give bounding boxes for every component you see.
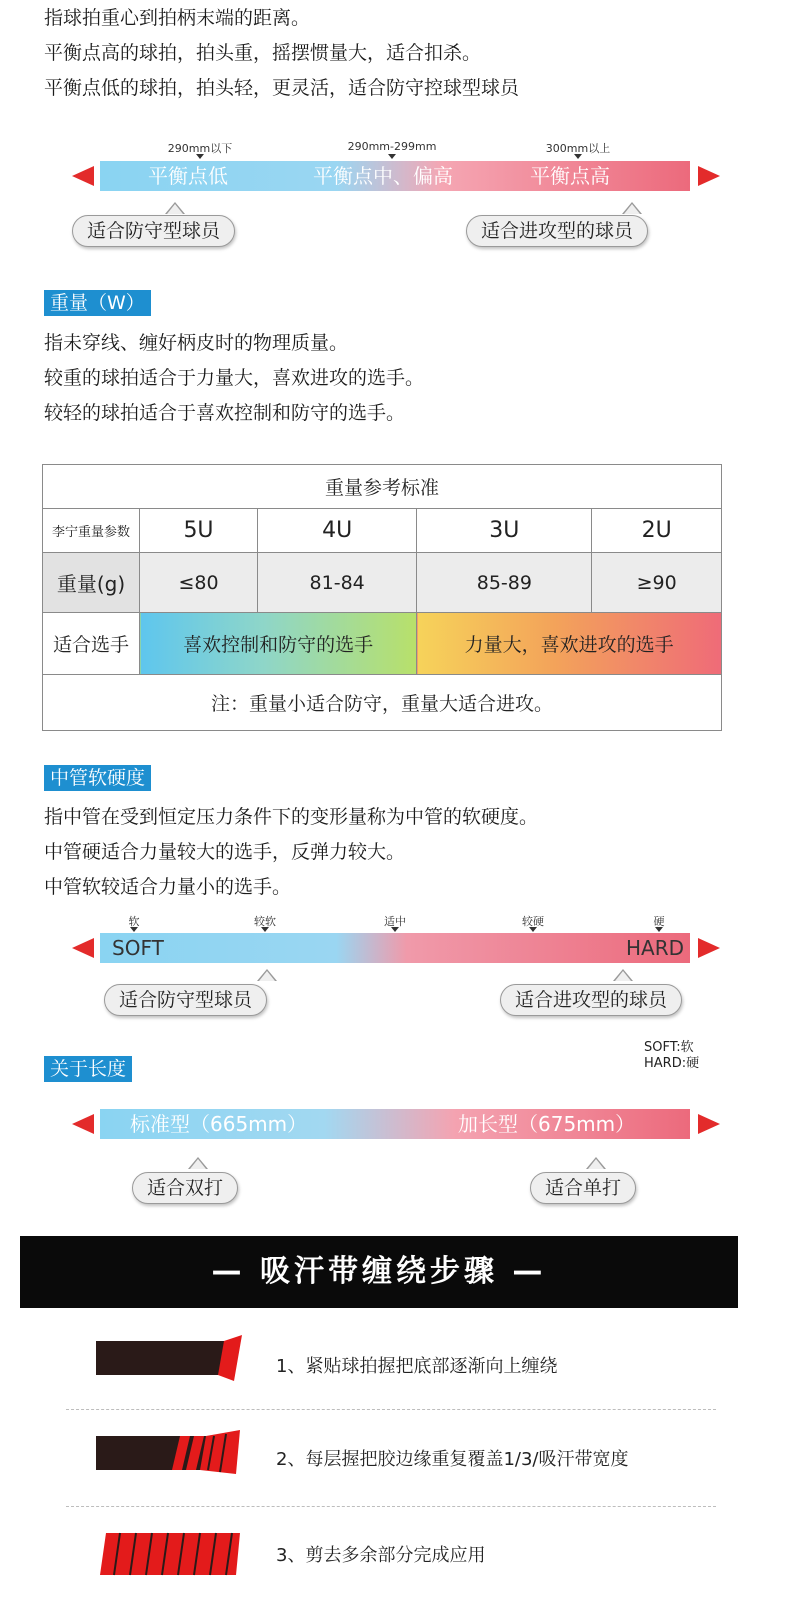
tick-marker-icon <box>655 927 663 932</box>
balance-scale-bar <box>100 161 690 191</box>
weight-line-2: 较重的球拍适合于力量大，喜欢进攻的选手。 <box>44 367 425 389</box>
step-divider <box>66 1506 716 1507</box>
weight-table-note: 注：重量小适合防守，重量大适合进攻。 <box>43 675 722 731</box>
balance-high-label: 平衡点高 <box>530 164 610 188</box>
pointer-icon <box>613 969 633 981</box>
shaft-hard-label: HARD <box>625 936 684 960</box>
weight-section-tag: 重量（W） <box>44 290 151 316</box>
balance-line-3: 平衡点低的球拍，拍头轻，更灵活，适合防守控球型球员 <box>44 77 520 99</box>
balance-tick-low: 290mm以下 <box>167 142 233 155</box>
length-standard-label: 标准型（665mm） <box>130 1112 308 1136</box>
shaft-bubble-defense: 适合防守型球员 <box>104 984 267 1016</box>
shaft-section-tag: 中管软硬度 <box>44 765 151 791</box>
grade-5u: 5U <box>140 509 258 553</box>
shaft-tick-soft: 软 <box>128 915 140 928</box>
step-2-text: 2、每层握把胶边缘重复覆盖1/3/吸汗带宽度 <box>276 1449 629 1470</box>
shaft-legend-soft: SOFT:软 <box>644 1040 694 1055</box>
weight-5u: ≤80 <box>140 553 258 613</box>
arrow-right-icon <box>698 938 720 958</box>
arrow-left-icon <box>72 1114 94 1134</box>
balance-line-1: 指球拍重心到拍柄末端的距离。 <box>44 7 311 29</box>
weight-row-mass-label: 重量(g) <box>43 553 140 613</box>
shaft-tick-stiffish: 较硬 <box>522 915 544 928</box>
tick-marker-icon <box>574 154 582 159</box>
tick-marker-icon <box>391 927 399 932</box>
balance-tick-high: 300mm以上 <box>545 142 611 155</box>
shaft-line-2: 中管硬适合力量较大的选手，反弹力较大。 <box>44 841 406 863</box>
length-bubble-singles: 适合单打 <box>530 1172 636 1204</box>
tick-marker-icon <box>261 927 269 932</box>
tick-marker-icon <box>130 927 138 932</box>
grip-step-2-illustration <box>96 1428 246 1478</box>
step-3-text: 3、剪去多余部分完成应用 <box>276 1545 486 1566</box>
length-scale-bar <box>100 1109 690 1139</box>
weight-reference-table <box>42 464 722 731</box>
shaft-scale-bar <box>100 933 690 963</box>
suit-attack-cell: 力量大，喜欢进攻的选手 <box>417 613 722 675</box>
weight-row-grade-label: 李宁重量参数 <box>43 509 140 553</box>
shaft-tick-softish: 较软 <box>254 915 276 928</box>
step-1-text: 1、紧贴球拍握把底部逐渐向上缠绕 <box>276 1356 558 1377</box>
shaft-line-1: 指中管在受到恒定压力条件下的变形量称为中管的软硬度。 <box>44 806 539 828</box>
pointer-icon <box>257 969 277 981</box>
shaft-soft-label: SOFT <box>112 936 164 960</box>
pointer-icon <box>622 202 642 214</box>
shaft-tick-stiff: 硬 <box>653 915 665 928</box>
grip-step-3-illustration <box>90 1527 250 1577</box>
weight-row-suit-label: 适合选手 <box>43 613 140 675</box>
pointer-icon <box>165 202 185 214</box>
arrow-left-icon <box>72 938 94 958</box>
pointer-icon <box>188 1157 208 1169</box>
length-extended-label: 加长型（675mm） <box>458 1112 636 1136</box>
pointer-icon <box>586 1157 606 1169</box>
length-bubble-doubles: 适合双打 <box>132 1172 238 1204</box>
balance-line-2: 平衡点高的球拍，拍头重，摇摆惯量大，适合扣杀。 <box>44 42 482 64</box>
balance-bubble-defense: 适合防守型球员 <box>72 215 235 247</box>
weight-4u: 81-84 <box>257 553 416 613</box>
tick-marker-icon <box>529 927 537 932</box>
arrow-right-icon <box>698 1114 720 1134</box>
tick-marker-icon <box>196 154 204 159</box>
suit-defense-cell: 喜欢控制和防守的选手 <box>140 613 417 675</box>
weight-table-title: 重量参考标准 <box>43 465 722 509</box>
steps-banner-title: — 吸汗带缠绕步骤 — <box>20 1236 738 1308</box>
shaft-bubble-attack: 适合进攻型的球员 <box>500 984 682 1016</box>
length-section-tag: 关于长度 <box>44 1056 132 1082</box>
balance-bubble-attack: 适合进攻型的球员 <box>466 215 648 247</box>
weight-line-3: 较轻的球拍适合于喜欢控制和防守的选手。 <box>44 402 406 424</box>
balance-tick-mid: 290mm-299mm <box>347 140 437 153</box>
arrow-right-icon <box>698 166 720 186</box>
balance-low-label: 平衡点低 <box>148 164 228 188</box>
arrow-left-icon <box>72 166 94 186</box>
grip-step-1-illustration <box>96 1335 246 1381</box>
weight-2u: ≥90 <box>592 553 722 613</box>
grade-4u: 4U <box>257 509 416 553</box>
grade-3u: 3U <box>417 509 592 553</box>
shaft-legend-hard: HARD:硬 <box>644 1056 700 1071</box>
weight-line-1: 指未穿线、缠好柄皮时的物理质量。 <box>44 332 349 354</box>
balance-mid-label: 平衡点中、偏高 <box>313 164 453 188</box>
grade-2u: 2U <box>592 509 722 553</box>
step-divider <box>66 1409 716 1410</box>
shaft-tick-medium: 适中 <box>384 915 406 928</box>
shaft-line-3: 中管软较适合力量小的选手。 <box>44 876 292 898</box>
weight-3u: 85-89 <box>417 553 592 613</box>
tick-marker-icon <box>388 154 396 159</box>
